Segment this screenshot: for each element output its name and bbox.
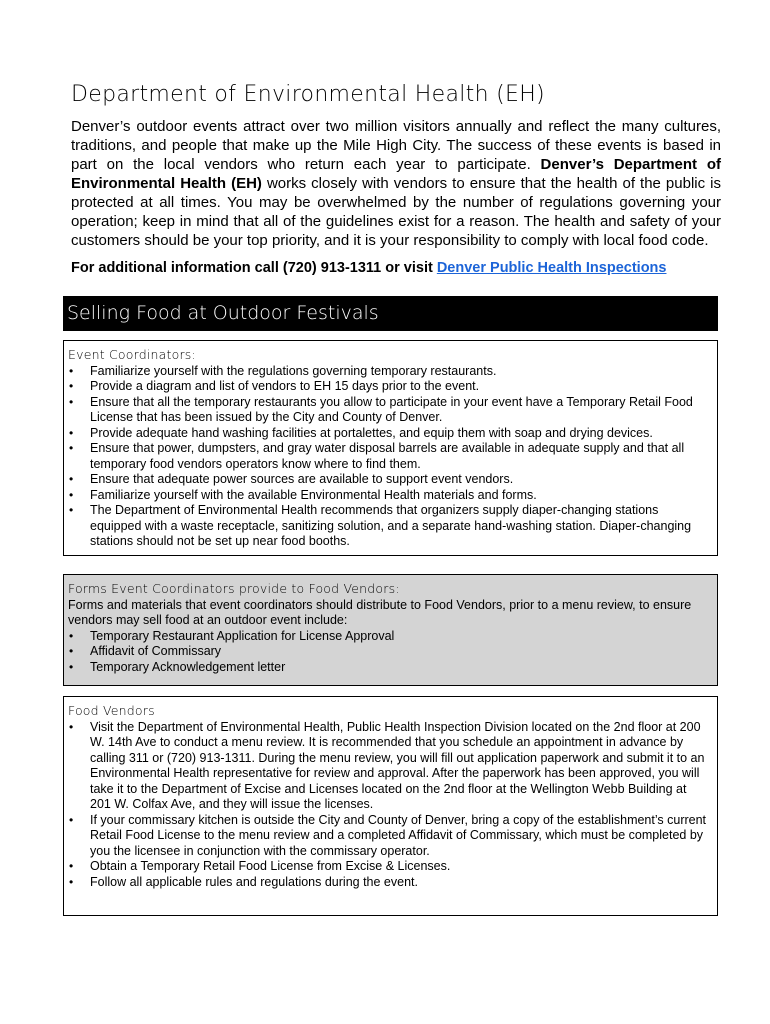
intro-paragraph — [71, 117, 721, 250]
intro-text-2: works closely with vendors to ensure that the health of the public is protected at all times. You may be overwhelmed by the number of regulations governing your operation; keep in mind that all of the guidelines exist for a reason. The health and safety of your customers should be your top priority, and it is your responsibility to comply with local food code. — [71, 175, 721, 249]
list-item: • Temporary Acknowledgement letter — [68, 660, 709, 676]
event-coordinators-title: Event Coordinators: — [68, 347, 196, 362]
list-item: • Ensure that all the temporary restaurants you allow to participate in your event have a Temporary Retail Food License that has been issued by the City and County of Denver. — [68, 395, 709, 426]
page-title: Department of Environmental Health (EH) — [71, 82, 545, 107]
event-coordinators-box — [63, 340, 718, 556]
intro-bold-text: Denver’s Department of Environmental Health (EH) — [71, 156, 721, 192]
contact-line — [71, 260, 731, 276]
list-item: • Familiarize yourself with the available Environmental Health materials and forms. — [68, 488, 709, 504]
list-item: • If your commissary kitchen is outside the City and County of Denver, bring a copy of the establishment’s current Retail Food License to the menu review and a completed Affidavit of Commissary, which must be completed by you the licensee in conjunction with the commissary operator. — [68, 813, 709, 860]
health-inspections-link[interactable]: Denver Public Health Inspections — [436, 260, 667, 276]
list-item: • Follow all applicable rules and regulations during the event. — [68, 875, 709, 891]
contact-text: For additional information call (720) 913-1311 or visit — [71, 260, 437, 276]
food-vendors-title: Food Vendors — [68, 703, 155, 718]
list-item: • Affidavit of Commissary — [68, 644, 709, 660]
food-vendors-box — [63, 696, 718, 916]
list-item: • Ensure that power, dumpsters, and gray water disposal barrels are available in adequate supply and that all temporary food vendors operators know where to find them. — [68, 441, 709, 472]
list-item: • The Department of Environmental Health recommends that organizers supply diaper-changing stations equipped with a waste receptacle, sanitizing solution, and a separate hand-washing station. Diaper-changing stations should not be set up near food booths. — [68, 503, 709, 550]
list-item: • Familiarize yourself with the regulations governing temporary restaurants. — [68, 364, 709, 380]
event-coordinators-list — [68, 364, 709, 550]
food-vendors-list — [68, 720, 709, 891]
list-item: • Ensure that adequate power sources are available to support event vendors. — [68, 472, 709, 488]
forms-box — [63, 574, 718, 686]
list-item: • Visit the Department of Environmental Health, Public Health Inspection Division located on the 2nd floor at 200 W. 14th Ave to conduct a menu review. It is recommended that you schedule an appointment in advance by calling 311 or (720) 913-1311. During the menu review, you will fill out application paperwork and submit it to an Environmental Health representative for review and approval. After the paperwork has been approved, you will take it to the Department of Excise and Licenses located on the 2nd floor at the Wellington Webb Building at 201 W. Colfax Ave, and they will issue the licenses. — [68, 720, 709, 813]
list-item: • Temporary Restaurant Application for License Approval — [68, 629, 709, 645]
list-item: • Provide a diagram and list of vendors to EH 15 days prior to the event. — [68, 379, 709, 395]
intro-text-1: Denver’s outdoor events attract over two million visitors annually and reflect the many cultures, traditions, and people that make up the Mile High City. The success of these events is based in part on the local vendors who return each year to participate. — [71, 118, 721, 173]
forms-text: Forms and materials that event coordinators should distribute to Food Vendors, prior to a menu review, to ensure vendors may sell food at an outdoor event include: — [68, 597, 692, 627]
section-header: Selling Food at Outdoor Festivals — [63, 296, 718, 331]
forms-list — [68, 629, 709, 676]
list-item: • Provide adequate hand washing facilities at portalettes, and equip them with soap and drying devices. — [68, 426, 709, 442]
forms-title: Forms Event Coordinators provide to Food Vendors: — [68, 581, 400, 596]
list-item: • Obtain a Temporary Retail Food License from Excise & Licenses. — [68, 859, 709, 875]
